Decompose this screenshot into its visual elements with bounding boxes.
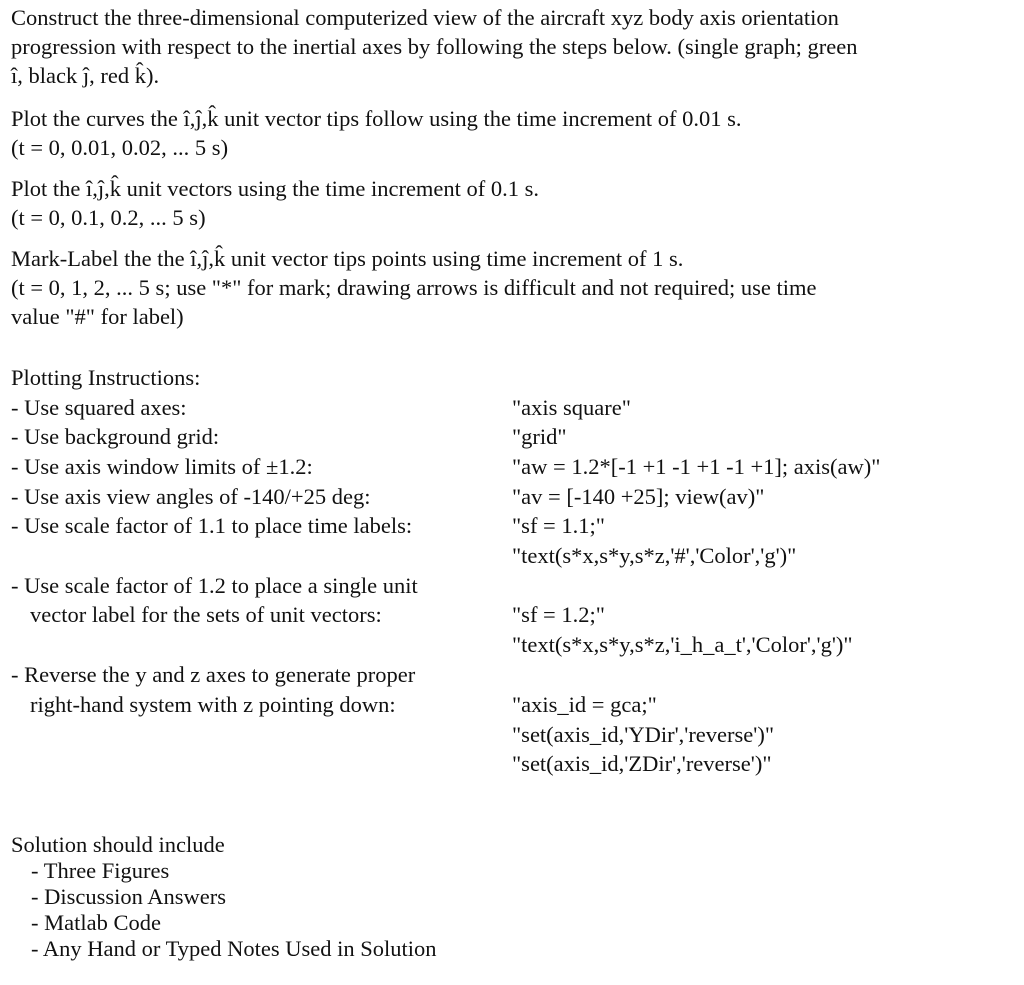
vectors-instruction-line-2: (t = 0, 0.1, 0.2, ... 5 s): [11, 205, 206, 230]
solution-item-discussion: - Discussion Answers: [31, 884, 226, 909]
mark-label-line-2: (t = 0, 1, 2, ... 5 s; use "*" for mark; drawing arrows is difficult and not required; use time: [11, 275, 817, 300]
intro-paragraph: [11, 3, 1011, 90]
plot-item-unit-vector-label-cont: vector label for the sets of unit vectors:: [30, 602, 382, 627]
plot-item-time-labels: - Use scale factor of 1.1 to place time labels:: [11, 513, 413, 538]
code-ydir-reverse: "set(axis_id,'YDir','reverse')": [512, 722, 775, 747]
code-grid: "grid": [512, 424, 567, 449]
curves-instruction-line-1: Plot the curves the î,ĵ,k̂ unit vector tips follow using the time increment of 0.01 s.: [11, 106, 742, 131]
curves-instruction-line-2: (t = 0, 0.01, 0.02, ... 5 s): [11, 135, 229, 160]
plot-item-axis-limits: - Use axis window limits of ±1.2:: [11, 454, 313, 479]
code-axis-id: "axis_id = gca;": [512, 692, 657, 717]
solution-item-code: - Matlab Code: [31, 910, 161, 935]
code-unit-vector-sf: "sf = 1.2;": [512, 602, 605, 627]
code-axis-square: "axis square": [512, 395, 631, 420]
code-unit-vector-text: "text(s*x,s*y,s*z,'i_h_a_t','Color','g')": [512, 632, 853, 657]
plot-item-grid: - Use background grid:: [11, 424, 220, 449]
intro-line-2: progression with respect to the inertial axes by following the steps below. (single graph; green: [11, 34, 858, 59]
mark-label-instruction: [11, 244, 1011, 331]
vectors-instruction-line-1: Plot the î,ĵ,k̂ unit vectors using the time increment of 0.1 s.: [11, 176, 540, 201]
vectors-instruction: [11, 174, 539, 232]
solution-item-figures: - Three Figures: [31, 858, 170, 883]
plot-item-view-angles: - Use axis view angles of -140/+25 deg:: [11, 484, 371, 509]
mark-label-line-1: Mark-Label the the î,ĵ,k̂ unit vector tips points using time increment of 1 s.: [11, 246, 684, 271]
solution-section: [11, 832, 436, 962]
intro-line-1: Construct the three-dimensional computerized view of the aircraft xyz body axis orientation: [11, 5, 839, 30]
mark-label-line-3: value "#" for label): [11, 304, 184, 329]
plotting-heading: Plotting Instructions:: [11, 365, 201, 390]
plot-item-unit-vector-label: - Use scale factor of 1.2 to place a single unit: [11, 573, 418, 598]
code-time-label-text: "text(s*x,s*y,s*z,'#','Color','g')": [512, 543, 797, 568]
code-axis-limits: "aw = 1.2*[-1 +1 -1 +1 -1 +1]; axis(aw)": [512, 454, 881, 479]
code-time-label-sf: "sf = 1.1;": [512, 513, 605, 538]
plot-item-reverse-axes-cont: right-hand system with z pointing down:: [30, 692, 396, 717]
plot-item-squared-axes: - Use squared axes:: [11, 395, 187, 420]
solution-heading: Solution should include: [11, 832, 225, 857]
solution-item-notes: - Any Hand or Typed Notes Used in Solution: [31, 936, 437, 961]
intro-line-3: î, black ĵ, red k̂).: [11, 63, 160, 88]
code-zdir-reverse: "set(axis_id,'ZDir','reverse')": [512, 751, 772, 776]
code-view-angles: "av = [-140 +25]; view(av)": [512, 484, 765, 509]
curves-instruction: [11, 104, 742, 162]
plot-item-reverse-axes: - Reverse the y and z axes to generate proper: [11, 662, 416, 687]
